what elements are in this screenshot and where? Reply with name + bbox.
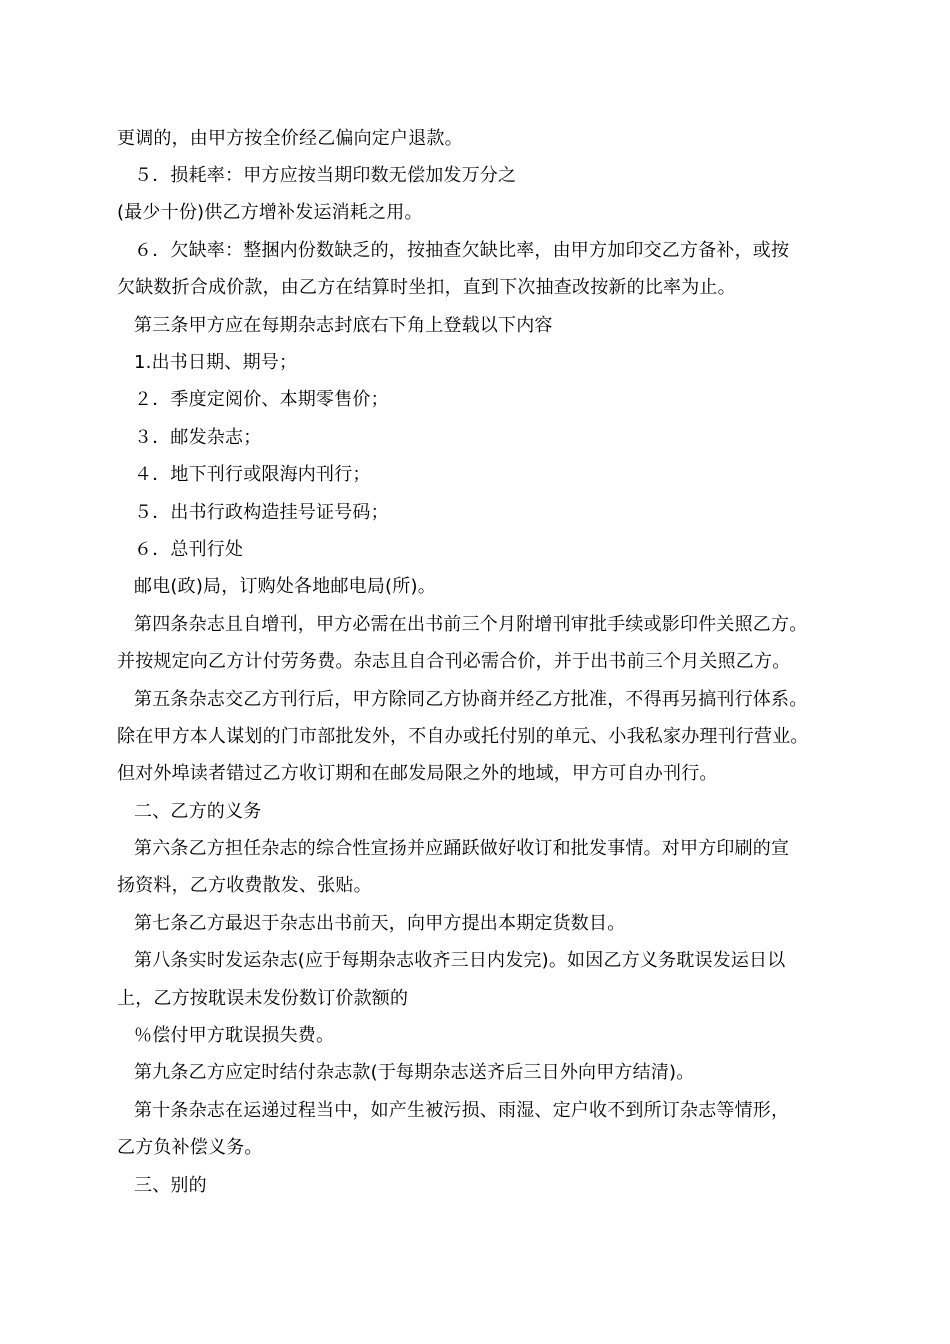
paragraph-line: 更调的，由甲方按全价经乙偏向定户退款。 <box>117 128 463 149</box>
paragraph-line: 上，乙方按耽误未发份数订价款额的 <box>117 988 409 1009</box>
paragraph-line: 第七条乙方最迟于杂志出书前天，向甲方提出本期定货数目。 <box>134 913 626 934</box>
paragraph-line: ６．总刊行处 <box>134 539 244 560</box>
paragraph-line: ５．出书行政构造挂号证号码； <box>134 502 389 523</box>
paragraph-line: 欠缺数折合成价款，由乙方在结算时坐扣，直到下次抽查改按新的比率为止。 <box>117 277 736 298</box>
paragraph-line: 扬资料，乙方收费散发、张贴。 <box>117 875 372 896</box>
section-heading: 二、乙方的义务 <box>134 801 262 822</box>
paragraph-line: 除在甲方本人谋划的门市部批发外，不自办或托付别的单元、小我私家办理刊行营业。 <box>117 726 809 747</box>
paragraph-line: 第四条杂志且自增刊，甲方必需在出书前三个月附增刊审批手续或影印件关照乙方。 <box>134 614 808 635</box>
paragraph-line: ６．欠缺率：整捆内份数缺乏的，按抽查欠缺比率，由甲方加印交乙方备补，或按 <box>134 240 790 261</box>
paragraph-line: 第六条乙方担任杂志的综合性宣扬并应踊跃做好收订和批发事情。对甲方印刷的宣 <box>134 838 790 859</box>
section-heading: 三、别的 <box>134 1175 207 1196</box>
paragraph-line: ５．损耗率：甲方应按当期印数无偿加发万分之 <box>134 165 517 186</box>
paragraph-line: 但对外埠读者错过乙方收订期和在邮发局限之外的地域，甲方可自办刊行。 <box>117 763 718 784</box>
paragraph-line: 邮电(政)局，订购处各地邮电局(所)。 <box>134 576 436 597</box>
paragraph-line: 第三条甲方应在每期杂志封底右下角上登载以下内容 <box>134 315 553 336</box>
paragraph-line: 乙方负补偿义务。 <box>117 1137 263 1158</box>
paragraph-line: ４．地下刊行或限海内刊行； <box>134 464 371 485</box>
paragraph-line: (最少十份)供乙方增补发运消耗之用。 <box>117 202 423 223</box>
paragraph-line: 并按规定向乙方计付劳务费。杂志且自合刊必需合价，并于出书前三个月关照乙方。 <box>117 651 791 672</box>
paragraph-line: 第八条实时发运杂志(应于每期杂志收齐三日内发完)。如因乙方义务耽误发运日以 <box>134 950 786 971</box>
paragraph-line: 第五条杂志交乙方刊行后，甲方除同乙方协商并经乙方批准，不得再另搞刊行体系。 <box>134 689 808 710</box>
paragraph-line: ３．邮发杂志； <box>134 427 262 448</box>
paragraph-line: ％偿付甲方耽误损失费。 <box>134 1025 335 1046</box>
paragraph-line: 1.出书日期、期号； <box>134 352 298 373</box>
paragraph-line: 第九条乙方应定时结付杂志款(于每期杂志送齐后三日外向甲方结清)。 <box>134 1062 695 1083</box>
paragraph-line: ２．季度定阅价、本期零售价； <box>134 389 389 410</box>
paragraph-line: 第十条杂志在运递过程当中，如产生被污损、雨湿、定户收不到所订杂志等情形， <box>134 1100 790 1121</box>
